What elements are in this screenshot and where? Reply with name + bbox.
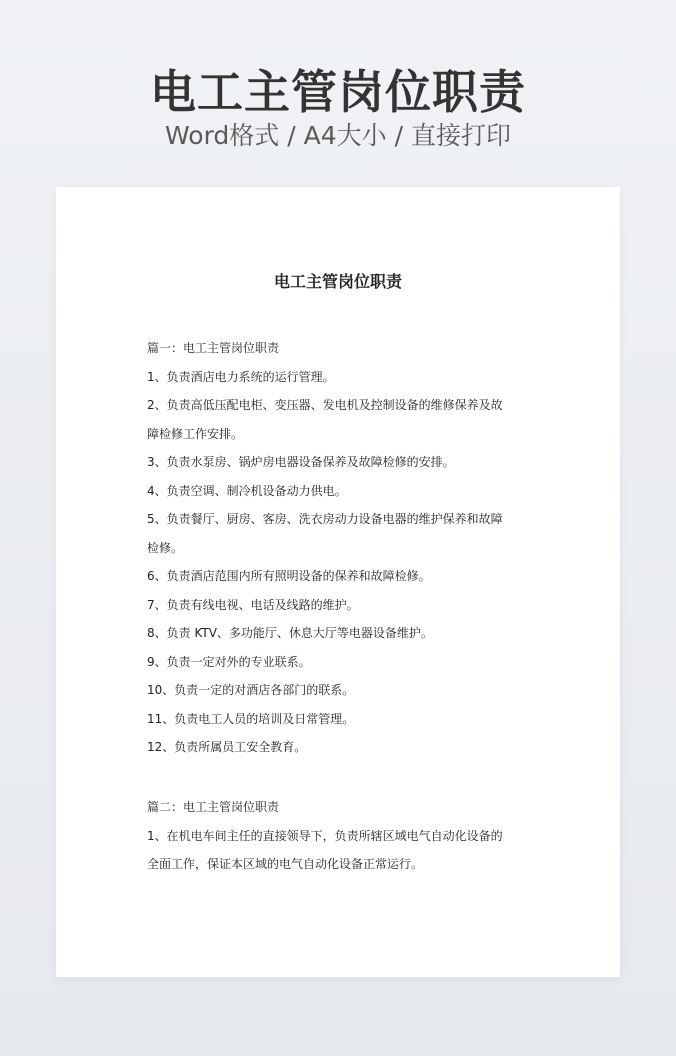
body-line: 1、负责酒店电力系统的运行管理。 <box>147 369 335 384</box>
document-title: 电工主管岗位职责 <box>273 272 402 291</box>
body-line: 5、负责餐厅、厨房、客房、洗衣房动力设备电器的维护保养和故障 <box>147 512 503 526</box>
body-line: 检修。 <box>147 540 184 555</box>
body-line: 9、负责一定对外的专业联系。 <box>147 654 311 669</box>
body-line: 1、在机电车间主任的直接领导下，负责所辖区域电气自动化设备的 <box>147 828 503 843</box>
body-line: 10、负责一定的对酒店各部门的联系。 <box>147 683 355 697</box>
body-line: 12、负责所属员工安全教育。 <box>147 740 307 754</box>
section-2 <box>147 793 547 879</box>
body-line: 全面工作，保证本区域的电气自动化设备正常运行。 <box>147 857 424 871</box>
section-heading: 篇二：电工主管岗位职责 <box>147 800 280 814</box>
body-line: 障检修工作安排。 <box>147 426 244 441</box>
body-line: 2、负责高低压配电柜、变压器、发电机及控制设备的维修保养及故 <box>147 398 503 412</box>
section-heading: 篇一：电工主管岗位职责 <box>147 341 280 355</box>
body-line: 6、负责酒店范围内所有照明设备的保养和故障检修。 <box>147 569 431 583</box>
body-line: 11、负责电工人员的培训及日常管理。 <box>147 711 355 726</box>
body-line: 4、负责空调、制冷机设备动力供电。 <box>147 483 347 498</box>
body-line: 7、负责有线电视、电话及线路的维护。 <box>147 597 359 612</box>
body-line: 3、负责水泵房、锅炉房电器设备保养及故障检修的安排。 <box>147 455 455 469</box>
section-1 <box>147 334 547 762</box>
banner-title: 电工主管岗位职责 <box>150 65 526 119</box>
banner-subtitle: Word格式 / A4大小 / 直接打印 <box>165 121 511 150</box>
body-line: 8、负责 KTV、多功能厅、休息大厅等电器设备维护。 <box>147 626 433 640</box>
document-page <box>56 187 620 977</box>
